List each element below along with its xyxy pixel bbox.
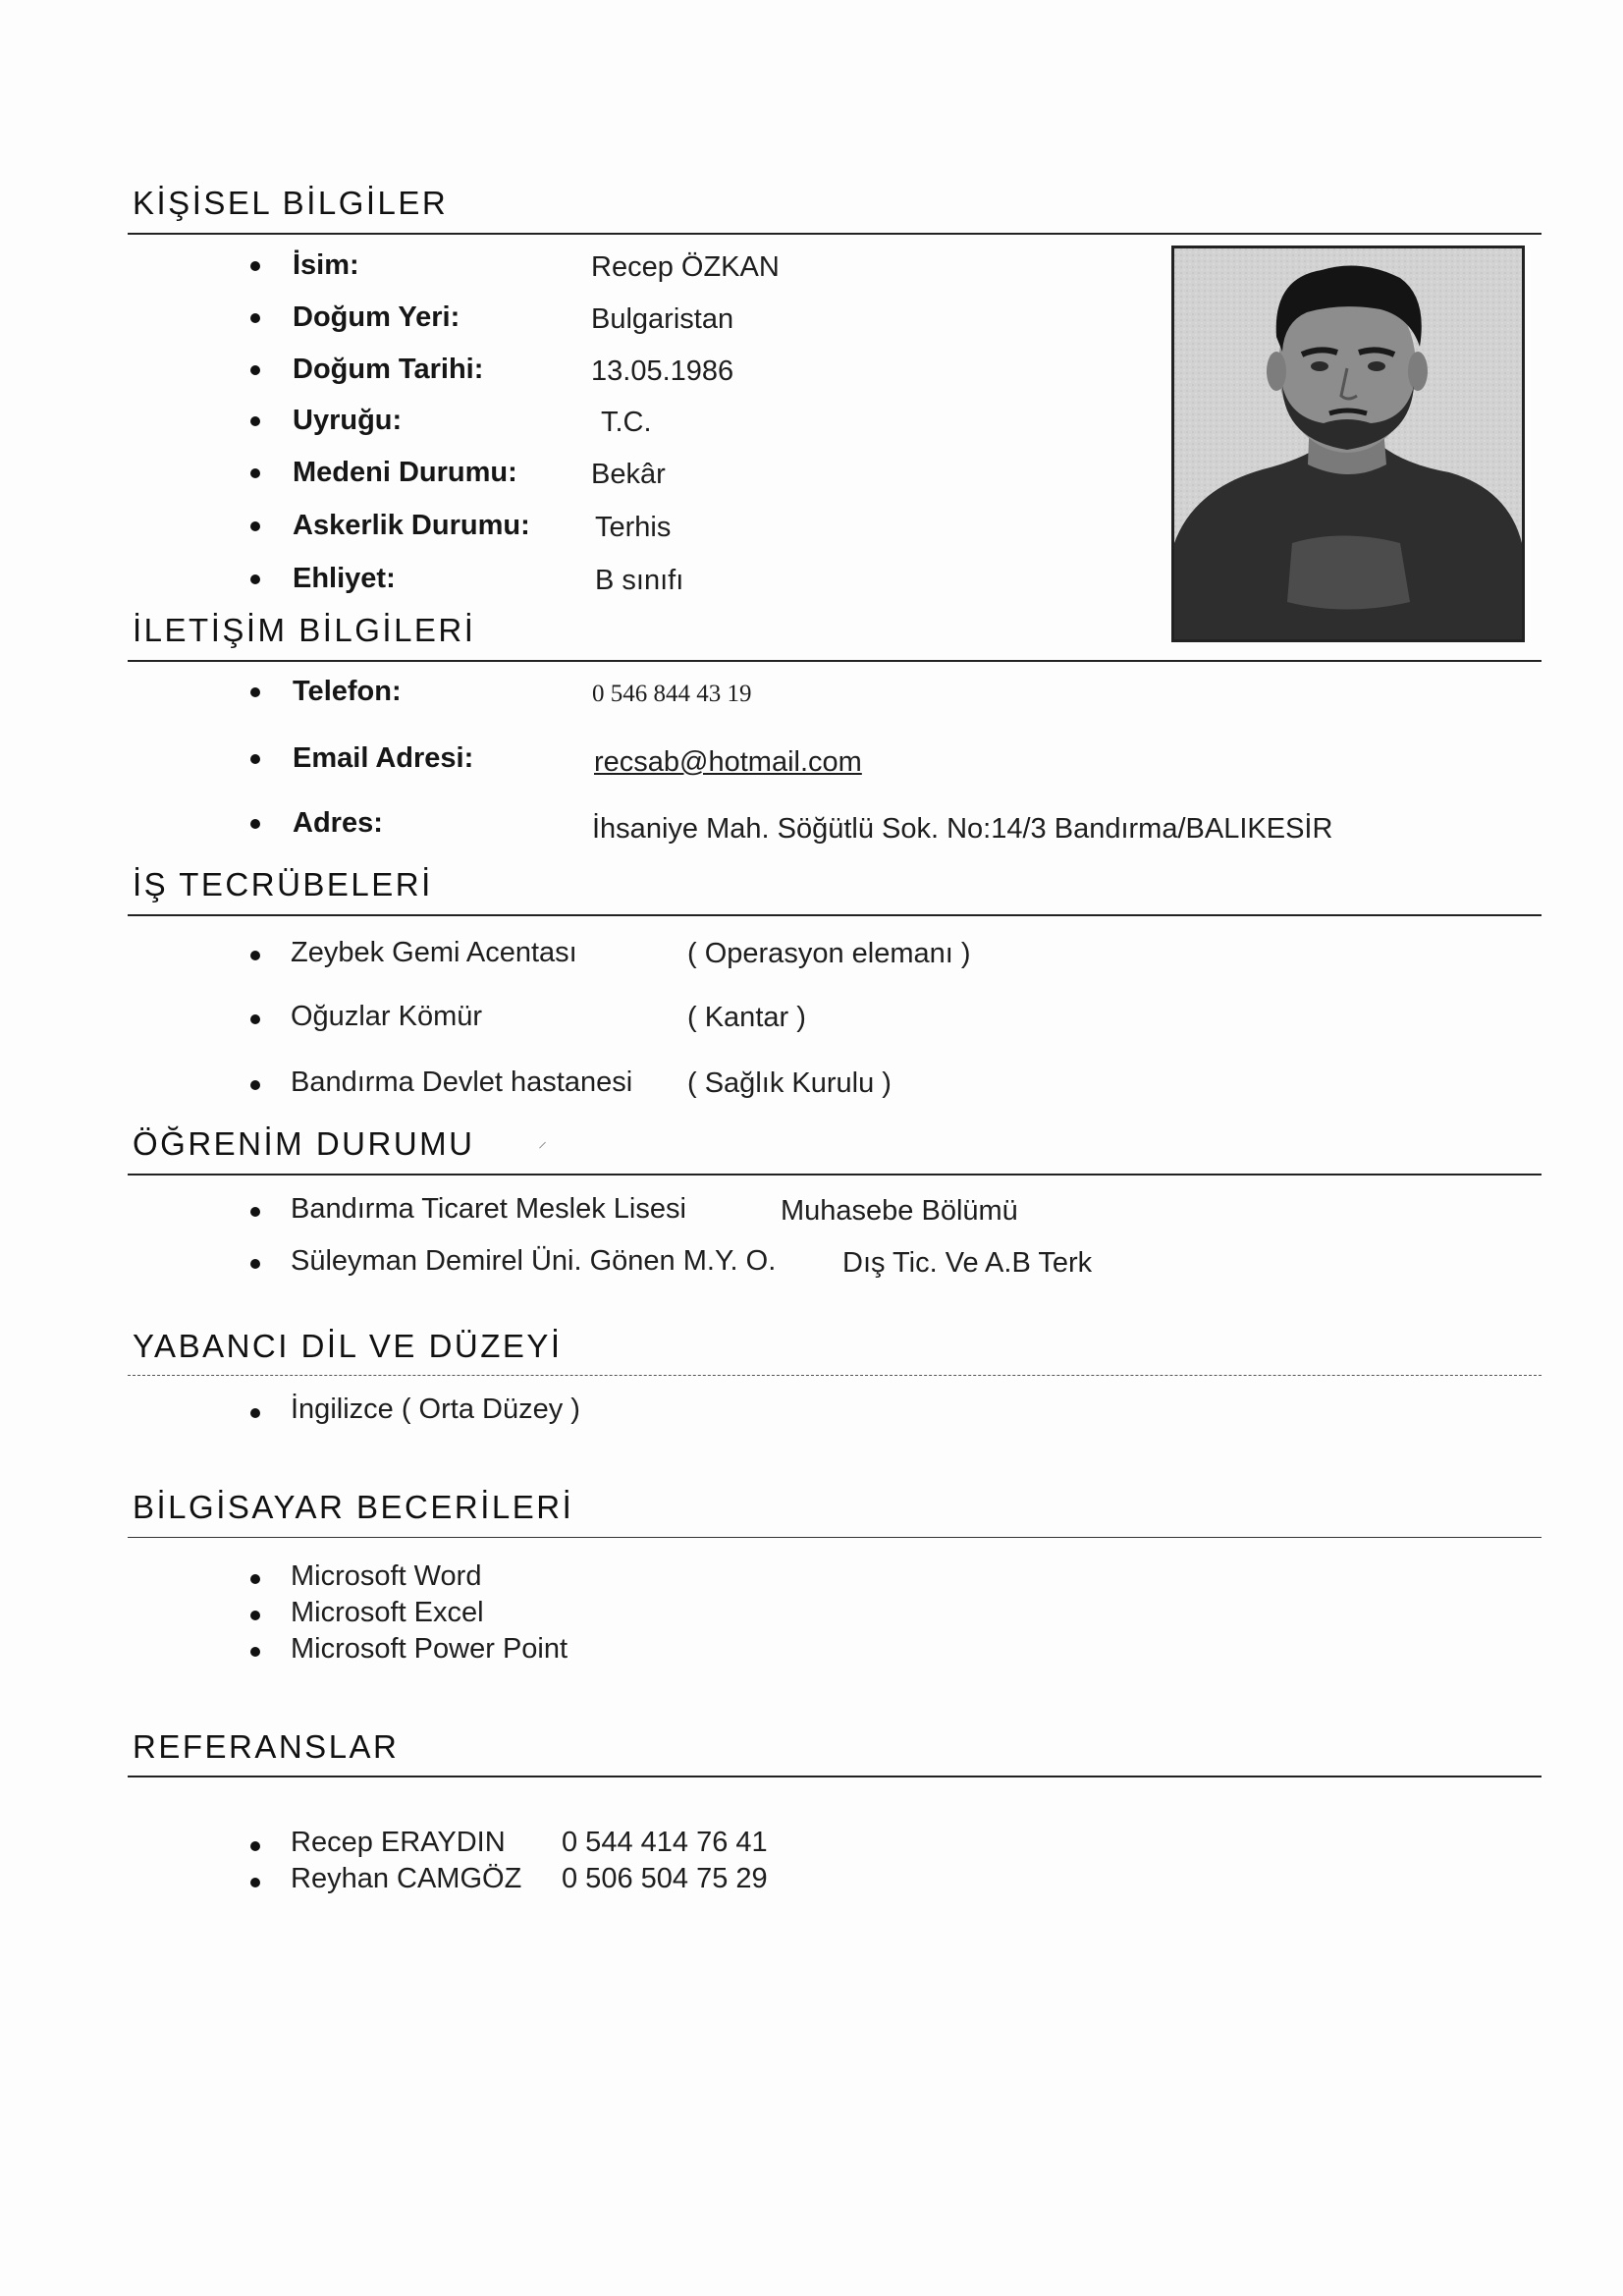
bullet: [250, 1080, 260, 1090]
bullet: [250, 687, 260, 697]
section-rule: [128, 1776, 1542, 1777]
field-value: Bekâr: [591, 459, 666, 490]
section-heading-personal: KİŞİSEL BİLGİLER: [133, 185, 449, 221]
company-name: Bandırma Devlet hastanesi: [291, 1066, 633, 1098]
section-rule: [128, 233, 1542, 235]
email-link[interactable]: recsab@hotmail.com: [594, 746, 862, 778]
section-heading-language: YABANCI DİL VE DÜZEYİ: [133, 1328, 563, 1364]
bullet: [250, 416, 260, 426]
portrait-image: [1174, 248, 1522, 639]
field-label: Ehliyet:: [293, 563, 396, 594]
company-name: Zeybek Gemi Acentası: [291, 937, 577, 968]
section-heading-computer: BİLGİSAYAR BECERİLERİ: [133, 1489, 574, 1525]
profile-photo: [1171, 246, 1525, 642]
phone-value: 0 546 844 43 19: [592, 681, 752, 707]
reference-name: Reyhan CAMGÖZ: [291, 1863, 522, 1894]
bullet: [250, 1408, 260, 1418]
bullet: [250, 1611, 260, 1620]
bullet: [250, 365, 260, 375]
bullet: [250, 521, 260, 531]
field-label: Telefon:: [293, 676, 402, 707]
bullet: [250, 1647, 260, 1657]
field-label: Doğum Tarihi:: [293, 354, 484, 385]
field-label: İsim:: [293, 249, 359, 281]
job-role: ( Sağlık Kurulu ): [687, 1067, 892, 1099]
department: Dış Tic. Ve A.B Terk: [842, 1247, 1093, 1279]
job-role: ( Kantar ): [687, 1002, 806, 1033]
bullet: [250, 574, 260, 584]
section-heading-references: REFERANSLAR: [133, 1728, 400, 1765]
section-rule: [128, 660, 1542, 662]
bullet: [250, 261, 260, 271]
section-heading-experience: İŞ TECRÜBELERİ: [133, 866, 433, 902]
field-label: Doğum Yeri:: [293, 301, 460, 333]
scan-mark: ⸝: [538, 1131, 547, 1151]
field-value: 13.05.1986: [591, 355, 734, 387]
reference-phone: 0 544 414 76 41: [562, 1827, 768, 1858]
section-heading-education: ÖĞRENİM DURUMU: [133, 1125, 475, 1162]
company-name: Oğuzlar Kömür: [291, 1001, 483, 1032]
bullet: [250, 1574, 260, 1584]
school-name: Bandırma Ticaret Meslek Lisesi: [291, 1193, 686, 1225]
reference-phone: 0 506 504 75 29: [562, 1863, 768, 1894]
language-entry: İngilizce ( Orta Düzey ): [291, 1394, 580, 1425]
department: Muhasebe Bölümü: [781, 1195, 1018, 1227]
bullet: [250, 819, 260, 829]
bullet: [250, 1207, 260, 1217]
bullet: [250, 1259, 260, 1269]
section-rule: [128, 1375, 1542, 1376]
address-value: İhsaniye Mah. Söğütlü Sok. No:14/3 Bandırma/BALIKESİR: [592, 813, 1333, 845]
bullet: [250, 1841, 260, 1851]
section-rule: [128, 914, 1542, 916]
section-heading-contact: İLETİŞİM BİLGİLERİ: [133, 612, 476, 648]
field-value: Bulgaristan: [591, 303, 734, 335]
field-value: Recep ÖZKAN: [591, 251, 780, 283]
field-value: Terhis: [595, 512, 672, 543]
skill-item: Microsoft Power Point: [291, 1633, 568, 1665]
school-name: Süleyman Demirel Üni. Gönen M.Y. O.: [291, 1245, 777, 1277]
skill-item: Microsoft Word: [291, 1560, 482, 1592]
field-label: Medeni Durumu:: [293, 457, 517, 488]
bullet: [250, 1014, 260, 1024]
bullet: [250, 1878, 260, 1887]
bullet: [250, 313, 260, 323]
field-label: Askerlik Durumu:: [293, 510, 530, 541]
field-label: Uyruğu:: [293, 405, 403, 436]
job-role: ( Operasyon elemanı ): [687, 938, 971, 969]
bullet: [250, 468, 260, 478]
section-rule: [128, 1537, 1542, 1538]
reference-name: Recep ERAYDIN: [291, 1827, 506, 1858]
section-rule: [128, 1174, 1542, 1175]
field-value: T.C.: [601, 407, 652, 438]
bullet: [250, 951, 260, 960]
skill-item: Microsoft Excel: [291, 1597, 484, 1628]
bullet: [250, 754, 260, 764]
field-label: Adres:: [293, 807, 383, 839]
field-label: Email Adresi:: [293, 742, 474, 774]
field-value: B sınıfı: [595, 565, 684, 596]
